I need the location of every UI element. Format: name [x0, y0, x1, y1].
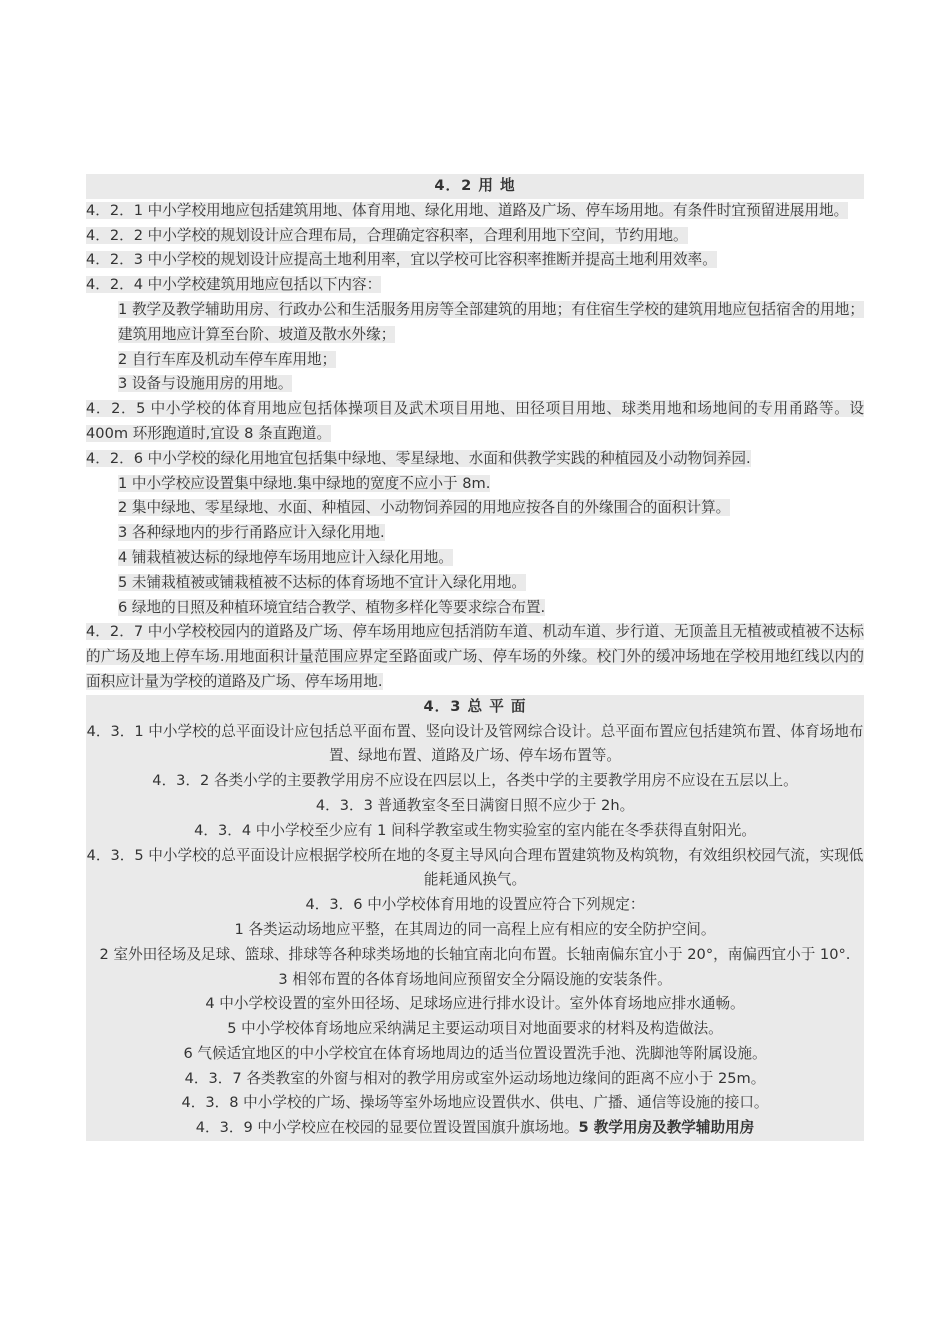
- section-4-3-body: [86, 720, 864, 1142]
- clause-4-2-6-sub-4: 4 铺栽植被达标的绿地停车场用地应计入绿化用地。: [118, 548, 453, 566]
- document-body: [86, 174, 864, 1141]
- clause-4-3-2: 4．3．2 各类小学的主要教学用房不应设在四层以上，各类中学的主要教学用房不应设在五层以上。: [152, 772, 798, 790]
- clause-4-2-6-sub-3: 3 各种绿地内的步行甬路应计入绿化用地.: [118, 524, 385, 542]
- clause-4-3-6-sub-6: 6 气候适宜地区的中小学校宜在体育场地周边的适当位置设置洗手池、洗脚池等附属设施。: [183, 1044, 767, 1062]
- clause-4-2-1: 4．2．1 中小学校用地应包括建筑用地、体育用地、绿化用地、道路及广场、停车场用地。有条件时宜预留进展用地。: [86, 201, 849, 219]
- clause-4-3-5: 4．3．5 中小学校的总平面设计应根据学校所在地的冬夏主导风向合理布置建筑物及构筑物，有效组织校园气流，实现低能耗通风换气。: [86, 846, 864, 889]
- clause-4-3-1: 4．3．1 中小学校的总平面设计应包括总平面布置、竖向设计及管网综合设计。总平面布置应包括建筑布置、体育场地布置、绿地布置、道路及广场、停车场布置等。: [86, 722, 864, 765]
- clause-4-3-6-sub-2: 2 室外田径场及足球、篮球、排球等各种球类场地的长轴宜南北向布置。长轴南偏东宜小于 20°，南偏西宜小于 10°.: [99, 945, 851, 963]
- clause-4-3-6-sub-1: 1 各类运动场地应平整，在其周边的同一高程上应有相应的安全防护空间。: [234, 920, 716, 938]
- clause-4-3-3: 4．3．3 普通教室冬至日满窗日照不应少于 2h。: [315, 796, 635, 814]
- clause-4-3-7: 4．3．7 各类教室的外窗与相对的教学用房或室外运动场地边缘间的距离不应小于 25m。: [184, 1069, 766, 1087]
- clause-4-3-6: 4．3．6 中小学校体育用地的设置应符合下列规定：: [305, 896, 645, 914]
- clause-4-3-9: 4．3．9 中小学校应在校园的显要位置设置国旗升旗场地。: [195, 1119, 579, 1137]
- clause-4-2-4-sub-3: 3 设备与设施用房的用地。: [118, 375, 293, 393]
- clause-4-2-6-sub-2: 2 集中绿地、零星绿地、水面、种植园、小动物饲养园的用地应按各自的外缘围合的面积计算。: [118, 499, 731, 517]
- clause-4-2-4-sub-1: 1 教学及教学辅助用房、行政办公和生活服务用房等全部建筑的用地；有住宿生学校的建筑用地应包括宿舍的用地；建筑用地应计算至台阶、坡道及散水外缘；: [118, 300, 864, 343]
- clause-4-2-6-sub-6: 6 绿地的日照及种植环境宜结合教学、植物多样化等要求综合布置.: [118, 598, 546, 616]
- clause-4-2-6-sub-1: 1 中小学校应设置集中绿地.集中绿地的宽度不应小于 8m.: [118, 474, 491, 492]
- next-section-title: 5 教学用房及教学辅助用房: [578, 1119, 755, 1137]
- clause-4-3-8: 4．3．8 中小学校的广场、操场等室外场地应设置供水、供电、广播、通信等设施的接口。: [181, 1094, 769, 1112]
- section-4-3-heading: 4．3 总 平 面: [86, 695, 864, 720]
- clause-4-3-9-line: [86, 1116, 864, 1141]
- clause-4-2-6-sub-5: 5 未铺栽植被或铺栽植被不达标的体育场地不宜计入绿化用地。: [118, 573, 526, 591]
- clause-4-2-3: 4．2．3 中小学校的规划设计应提高土地利用率，宜以学校可比容积率推断并提高土地利用效率。: [86, 251, 717, 269]
- clause-4-2-4: 4．2．4 中小学校建筑用地应包括以下内容：: [86, 276, 382, 294]
- clause-4-2-6: 4．2．6 中小学校的绿化用地宜包括集中绿地、零星绿地、水面和供教学实践的种植园及小动物饲养园.: [86, 449, 751, 467]
- clause-4-3-4: 4．3．4 中小学校至少应有 1 间科学教室或生物实验室的室内能在冬季获得直射阳光。: [194, 821, 756, 839]
- clause-4-2-7: 4．2．7 中小学校校园内的道路及广场、停车场用地应包括消防车道、机动车道、步行道、无顶盖且无植被或植被不达标的广场及地上停车场.用地面积计量范围应界定至路面或广场、停车场的外缘。校门外的缓冲场地在学校用地红线以内的面积应计量为学校的道路及广场、停车场用地.: [86, 623, 864, 690]
- clause-4-2-4-sub-2: 2 自行车库及机动车停车库用地；: [118, 350, 337, 368]
- clause-4-2-2: 4．2．2 中小学校的规划设计应合理布局，合理确定容积率，合理利用地下空间，节约用地。: [86, 226, 688, 244]
- section-4-2-heading: 4．2 用 地: [86, 174, 864, 199]
- clause-4-3-6-sub-4: 4 中小学校设置的室外田径场、足球场应进行排水设计。室外体育场地应排水通畅。: [205, 995, 745, 1013]
- clause-4-3-6-sub-5: 5 中小学校体育场地应采纳满足主要运动项目对地面要求的材料及构造做法。: [227, 1020, 723, 1038]
- clause-4-2-5: 4．2．5 中小学校的体育用地应包括体操项目及武术项目用地、田径项目用地、球类用地和场地间的专用甬路等。设 400m 环形跑道时,宜设 8 条直跑道。: [86, 400, 864, 442]
- clause-4-3-6-sub-3: 3 相邻布置的各体育场地间应预留安全分隔设施的安装条件。: [278, 970, 672, 988]
